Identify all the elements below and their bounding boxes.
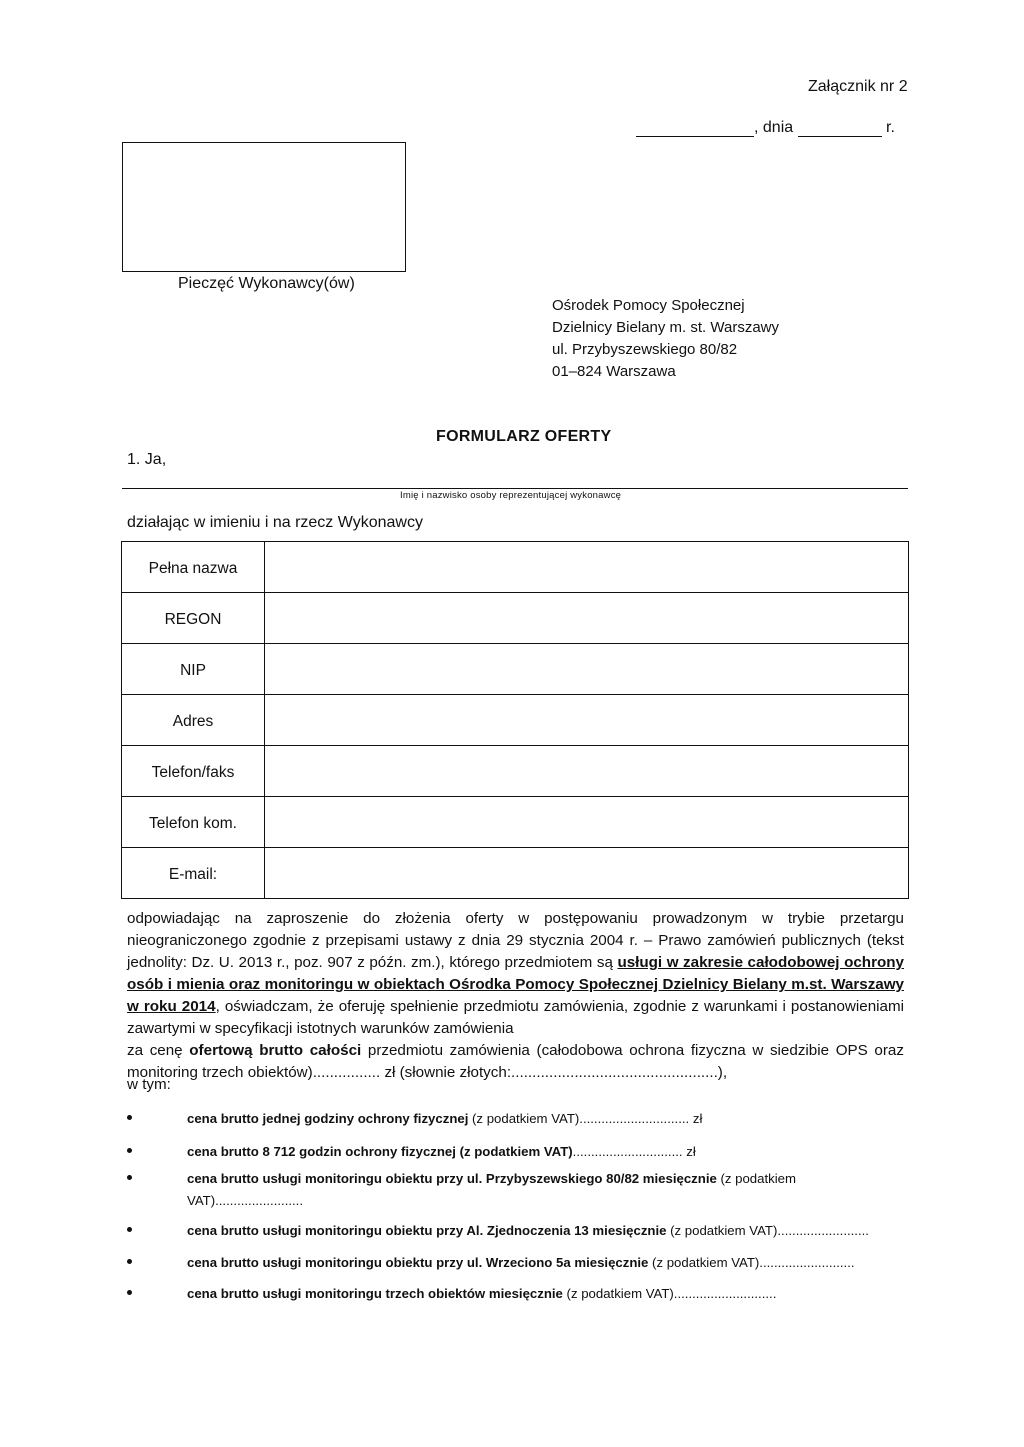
price-item-text — [187, 1220, 897, 1242]
addressee-line: Ośrodek Pomocy Społecznej — [552, 297, 745, 314]
price-item-text — [187, 1283, 897, 1305]
details-row-label: Adres — [122, 695, 265, 746]
form-title: FORMULARZ OFERTY — [436, 428, 612, 445]
price-bold: ofertową brutto całości — [189, 1042, 362, 1059]
date-suffix: r. — [886, 119, 895, 136]
bullet-icon — [127, 1175, 132, 1180]
addressee-line: Dzielnicy Bielany m. st. Warszawy — [552, 319, 779, 336]
stamp-label: Pieczęć Wykonawcy(ów) — [178, 275, 355, 292]
price-item-label: cena brutto 8 712 godzin ochrony fizycznej (z podatkiem VAT) — [187, 1144, 573, 1159]
details-row-value-field[interactable] — [265, 797, 909, 848]
bullet-icon — [127, 1148, 132, 1153]
details-row — [122, 542, 909, 593]
details-row — [122, 848, 909, 899]
subject-of-contract: usługi w zakresie całodobowej ochrony osób i mienia oraz monitoringu w obiektach Ośrodka Pomocy Społecznej Dzielnicy Bielany m.st. Warszawy w roku 2014 — [127, 954, 904, 1015]
addressee-block — [552, 295, 779, 383]
price-item-value-blank[interactable]: (z podatkiem VAT)........................ — [187, 1171, 796, 1208]
including-label: w tym: — [127, 1076, 171, 1093]
details-row-label: E-mail: — [122, 848, 265, 899]
details-row-value-field[interactable] — [265, 848, 909, 899]
price-continuation: przedmiotu zamówienia (całodobowa ochrona fizyczna w siedzibie OPS oraz monitoring trzech obiektów)................ zł (słownie złotych:.................................................), — [127, 1042, 904, 1081]
bullet-icon — [127, 1227, 132, 1232]
price-item-value-blank[interactable]: (z podatkiem VAT).......................... — [648, 1255, 855, 1270]
details-row-label: Telefon kom. — [122, 797, 265, 848]
price-item-label: cena brutto usługi monitoringu obiektu przy Al. Zjednoczenia 13 miesięcznie — [187, 1223, 667, 1238]
price-item-text — [187, 1108, 897, 1130]
details-row-label: Telefon/faks — [122, 746, 265, 797]
declaration-intro: odpowiadając na zaproszenie do złożenia oferty w postępowaniu prowadzonym w trybie przetargu nieograniczonego zgodnie z przepisami ustawy z dnia 29 stycznia 2004 r. – Prawo zamówień publicznych (tekst jednolity: Dz. U. 2013 r., poz. 907 z późn. zm.), którego przedmiotem są — [127, 910, 904, 971]
price-item-value-blank[interactable]: (z podatkiem VAT)......................... — [666, 1223, 869, 1238]
price-item-label: cena brutto usługi monitoringu trzech obiektów miesięcznie — [187, 1286, 563, 1301]
details-row-value-field[interactable] — [265, 542, 909, 593]
price-item-value-blank[interactable]: (z podatkiem VAT).............................. zł — [468, 1111, 703, 1126]
price-item-text — [187, 1168, 897, 1212]
annex-number: Załącznik nr 2 — [808, 78, 908, 95]
details-row — [122, 797, 909, 848]
declaration-text — [127, 908, 904, 1084]
price-item-label: cena brutto usługi monitoringu obiektu przy ul. Przybyszewskiego 80/82 miesięcznie — [187, 1171, 717, 1186]
date-blank[interactable] — [798, 120, 882, 137]
addressee-line: ul. Przybyszewskiego 80/82 — [552, 341, 738, 358]
contractor-stamp-box[interactable] — [122, 142, 406, 272]
price-item-text — [187, 1252, 897, 1274]
price-item-value-blank[interactable]: (z podatkiem VAT)............................ — [562, 1286, 777, 1301]
representative-name-caption: Imię i nazwisko osoby reprezentującej wykonawcę — [400, 490, 622, 501]
details-row-value-field[interactable] — [265, 695, 909, 746]
place-blank[interactable] — [636, 120, 754, 137]
details-row-label: NIP — [122, 644, 265, 695]
place-date-line — [636, 119, 895, 137]
price-intro: za cenę — [127, 1042, 190, 1059]
acting-on-behalf-text: działając w imieniu i na rzecz Wykonawcy — [127, 514, 423, 531]
addressee-line: 01–824 Warszawa — [552, 363, 676, 380]
details-row-value-field[interactable] — [265, 593, 909, 644]
contractor-details-table — [121, 541, 909, 899]
representative-name-field[interactable] — [122, 488, 908, 489]
price-item-text — [187, 1141, 897, 1163]
declaration-continuation: , oświadczam, że oferuję spełnienie przedmiotu zamówienia, zgodnie z warunkami i postanowieniami zawartymi w specyfikacji istotnych warunków zamówienia — [127, 998, 905, 1037]
bullet-icon — [127, 1259, 132, 1264]
details-row — [122, 593, 909, 644]
declarant-intro: 1. Ja, — [127, 451, 167, 468]
bullet-icon — [127, 1115, 132, 1120]
details-row-label: REGON — [122, 593, 265, 644]
date-day-label: , dnia — [754, 119, 794, 136]
details-row — [122, 746, 909, 797]
bullet-icon — [127, 1290, 132, 1295]
price-item-label: cena brutto usługi monitoringu obiektu przy ul. Wrzeciono 5a miesięcznie — [187, 1255, 649, 1270]
details-row-value-field[interactable] — [265, 746, 909, 797]
details-row-value-field[interactable] — [265, 644, 909, 695]
details-row — [122, 644, 909, 695]
details-row — [122, 695, 909, 746]
price-item-label: cena brutto jednej godziny ochrony fizycznej — [187, 1111, 469, 1126]
details-row-label: Pełna nazwa — [122, 542, 265, 593]
price-item-value-blank[interactable]: .............................. zł — [572, 1144, 696, 1159]
